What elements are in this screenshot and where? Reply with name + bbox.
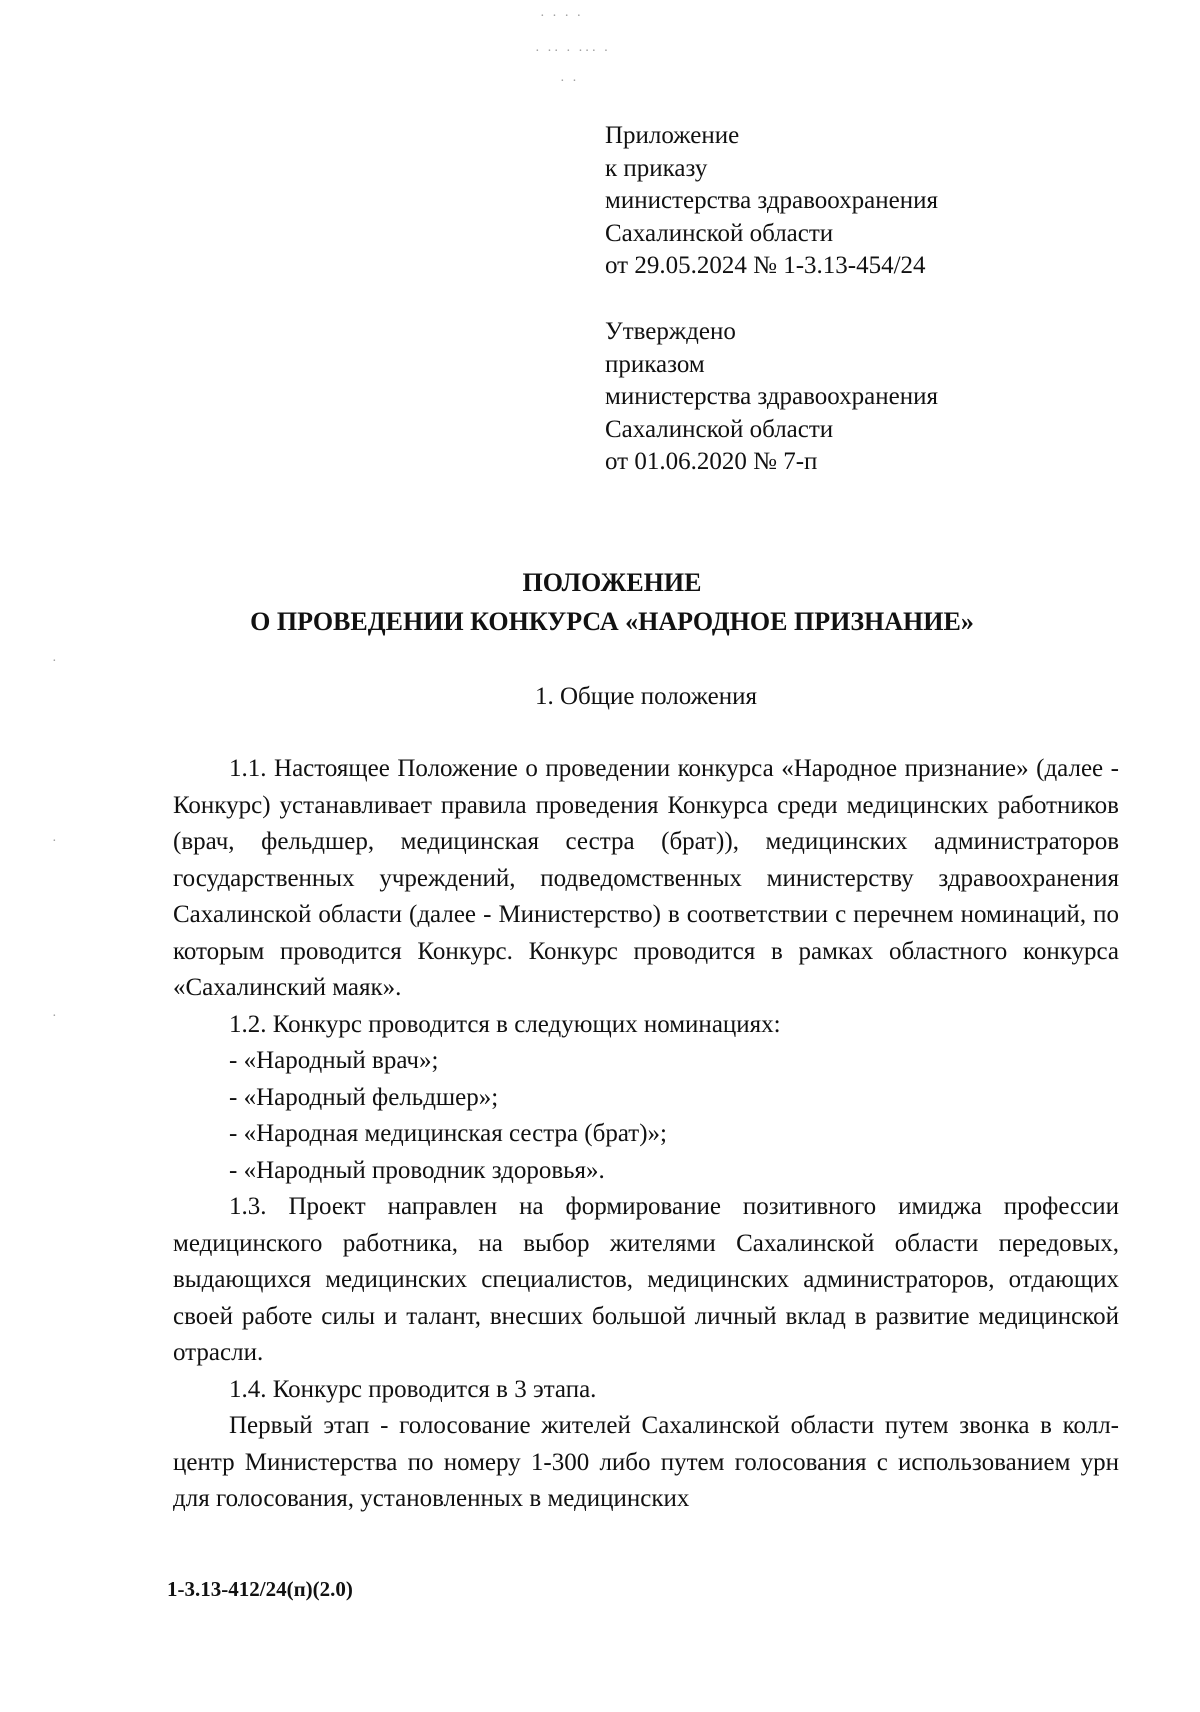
appendix-line: Приложение	[605, 122, 740, 149]
paragraph-stage-1: Первый этап - голосование жителей Сахалинской области путем звонка в колл-центр Министерства по номеру 1-300 либо путем голосования с использованием урн для голосования, установленных в медицинских	[173, 1412, 1119, 1512]
approved-block	[605, 316, 938, 479]
scan-noise: · · · ·	[540, 9, 584, 24]
paragraph-1-2: 1.2. Конкурс проводится в следующих номинациях:	[229, 1010, 781, 1038]
approved-line: Сахалинской области	[605, 415, 834, 443]
scan-noise: · ·· · ··· ·	[535, 44, 611, 59]
scan-noise: ·	[52, 654, 59, 669]
appendix-block	[605, 120, 938, 283]
appendix-line: министерства здравоохранения	[605, 187, 938, 214]
approved-line: приказом	[605, 350, 705, 378]
paragraph-1-4: 1.4. Конкурс проводится в 3 этапа.	[229, 1375, 597, 1403]
appendix-line: к приказу	[605, 154, 708, 182]
appendix-line: Сахалинской области	[605, 219, 834, 247]
document-body	[173, 751, 1119, 1518]
document-title: ПОЛОЖЕНИЕ	[522, 568, 702, 597]
approved-line: от 01.06.2020 № 7-п	[605, 448, 818, 475]
scan-noise: ·	[52, 834, 59, 849]
approved-line: министерства здравоохранения	[605, 383, 938, 410]
document-code: 1-3.13-412/24(п)(2.0)	[167, 1577, 353, 1601]
paragraph-1-1: 1.1. Настоящее Положение о проведении конкурса «Народное признание» (далее - Конкурс) устанавливает правила проведения Конкурса среди медицинских работников (врач, фельдшер, медицинская сестра (брат)), медицинских администраторов государственных учреждений, подведомственных министерству здравоохранения Сахалинской области (далее - Министерство) в соответствии с перечнем номинаций, по которым проводится Конкурс. Конкурс проводится в рамках областного конкурса «Сахалинский маяк».	[173, 755, 1119, 1001]
nomination-item: - «Народный врач»;	[229, 1047, 439, 1074]
approved-line: Утверждено	[605, 318, 736, 345]
nomination-item: - «Народный фельдшер»;	[229, 1083, 499, 1111]
paragraph-1-3: 1.3. Проект направлен на формирование позитивного имиджа профессии медицинского работника, на выбор жителями Сахалинской области передовых, выдающихся медицинских специалистов, медицинских администраторов, отдающих своей работе силы и талант, внесших большой личный вклад в развитие медицинской отрасли.	[173, 1193, 1119, 1366]
nomination-item: - «Народный проводник здоровья».	[229, 1156, 605, 1184]
scan-noise: · ·	[560, 74, 579, 89]
nomination-item: - «Народная медицинская сестра (брат)»;	[229, 1120, 667, 1147]
appendix-line: от 29.05.2024 № 1-3.13-454/24	[605, 252, 926, 279]
scan-noise: ·	[52, 1009, 59, 1024]
section-heading: 1. Общие положения	[535, 683, 757, 710]
document-subtitle: О ПРОВЕДЕНИИ КОНКУРСА «НАРОДНОЕ ПРИЗНАНИЕ»	[250, 607, 974, 636]
